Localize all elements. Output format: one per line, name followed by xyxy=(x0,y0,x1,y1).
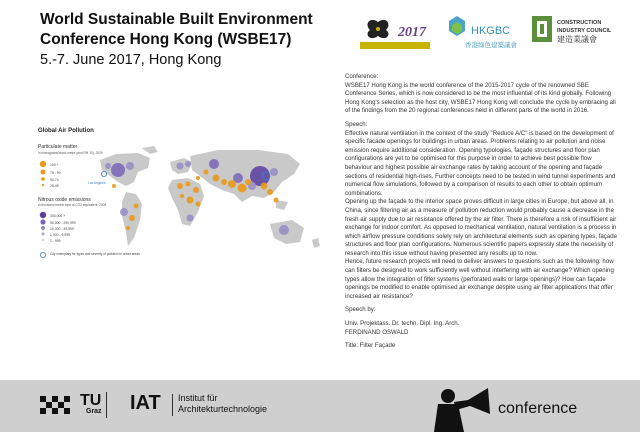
conference-description: WSBE17 Hong Kong is the world conference of the 2015-2017 cycle of the renowned SBE Conference Series, which is now considered to be the most influential of its kind globally. Following Hong Kong's selection as the host city, WSBE17 Hong Kong will conclude the cycle by embracing all of the findings from the 20 regional conferences held in different parts of the world in 2016. xyxy=(345,81,616,115)
pm-legend-subtitle: in micrograms/cubic metre (and PM 10), 2009 xyxy=(38,151,103,155)
hkgbc-acronym: HKGBC xyxy=(471,25,511,37)
megaphone-speaker-icon xyxy=(428,380,494,432)
no2-legend-5: 1 - 999 xyxy=(50,239,61,243)
sponsor-logos xyxy=(360,14,640,54)
hkgbc-logo xyxy=(445,14,520,54)
map-title: Global Air Pollution xyxy=(38,128,94,134)
conference-heading: Conference: xyxy=(345,73,379,80)
global-air-pollution-map xyxy=(38,120,338,280)
city-legend-note: City exemplary for types and severity of pollution in urban areas xyxy=(50,252,140,256)
cic-logo xyxy=(530,14,640,54)
iat-name-line1: Institut für xyxy=(178,393,218,403)
speech-heading: Speech: xyxy=(345,120,368,128)
pm-legend-1: 100 + xyxy=(50,163,59,167)
tu-graz-label: Graz xyxy=(86,408,102,415)
iat-divider xyxy=(172,394,173,416)
no2-legend-title: Nitrous oxide emissions xyxy=(38,197,91,203)
speech-title: Title: Filter Façade xyxy=(345,342,396,350)
conference-date-location: 5.-7. June 2017, Hong Kong xyxy=(40,52,222,68)
conference-label: conference xyxy=(498,400,578,417)
iat-label: IAT xyxy=(130,392,161,414)
city-marker-los-angeles xyxy=(101,171,106,176)
no2-legend-3: 10,000 - 49,999 xyxy=(50,227,74,231)
speaker-name: FERDINAND OSWALD xyxy=(345,328,409,336)
tu-label: TU xyxy=(80,392,102,409)
tu-graz-logo-icon xyxy=(40,396,76,416)
cic-chinese-name: 建造業議會 xyxy=(557,35,597,44)
no2-legend-4: 1,000 - 9,999 xyxy=(50,233,70,237)
footer-divider xyxy=(106,392,107,418)
article-text xyxy=(345,73,617,356)
speech-paragraph-2: Opening up the façade to the interior space proves difficult in large cities in Europe, but above all, in China, since filtering air as a measure of pollution reduction would probably cause a decrease in the fresh air supply due to air resistance offered by the air filter. There is therefore a risk of insufficient air exchange for indoor comfort. As opposed to mechanical ventilation, natural ventilation is a process in which airflow pressure conditions solely rely on architectural elements such as opening types, façade structures and floor plan configurations. Numerous scientific papers expressly state the necessity of research into this issue without having presented any results up to now. xyxy=(345,198,617,257)
no2-legend-2: 50,000 - 299,999 xyxy=(50,221,76,225)
pm-legend-4: 25-49 xyxy=(50,184,59,188)
hkgbc-chinese-name: 香港綠色建築議會 xyxy=(465,41,517,49)
pm-legend-2: 75 - 99 xyxy=(50,171,61,175)
cic-name-line1: CONSTRUCTION xyxy=(557,20,602,26)
iat-institute-name xyxy=(178,393,298,415)
speaker-title: Univ. Projektass. Dr. techn. Dipl. Ing. Arch. xyxy=(345,320,460,328)
pm-legend-3: 50-74 xyxy=(50,178,59,182)
wsbe-year: 2017 xyxy=(398,25,426,40)
speech-paragraph-3: Hence, future research projects will need to deliver answers to questions such as the following: how can filters be designed to work sufficiently well without interfering with air exchange? Which opening types allow the integration of filter systems (perforated walls or large openings)? How can façade openings be modified to enable optimised air exchange despite using air filter applications that offer increased air resistance? xyxy=(345,258,614,300)
footer-bar xyxy=(0,380,640,432)
conference-title: World Sustainable Built Environment Conference Hong Kong (WSBE17) xyxy=(40,11,313,48)
no2-legend-1: 300,000 + xyxy=(50,214,66,218)
speech-paragraph-1: Effective natural ventilation in the context of the study "Reduce A/C" is based on the development of specific facade openings for buildings in urban areas. Problems relating to air pollution and noise emission require additional consideration. Opening typologies, façade structures and floor plan configurations are yet to be optimised for this purpose in order to achieve best possible flow behaviour and highest possible air exchange rates by taking account of the opening and façade sections of residential high-rises. Further concepts need to be tested in wind tunnel experiments and numerical flow simulations, followed by a comparison of results to each other to obtain optimum combinations. xyxy=(345,129,616,197)
no2-legend-subtitle-1: in thousand metric tons of CO2 equivalent, 2008 xyxy=(38,203,107,207)
speech-by-heading: Speech by: xyxy=(345,306,376,314)
cic-name-line2: INDUSTRY COUNCIL xyxy=(557,28,612,34)
wsbe17-logo xyxy=(360,14,430,54)
pm-legend-title: Particulate matter xyxy=(38,144,78,150)
city-label-los-angeles: Los Angeles xyxy=(88,181,106,185)
iat-name-line2: Architekturtechnologie xyxy=(178,404,268,414)
